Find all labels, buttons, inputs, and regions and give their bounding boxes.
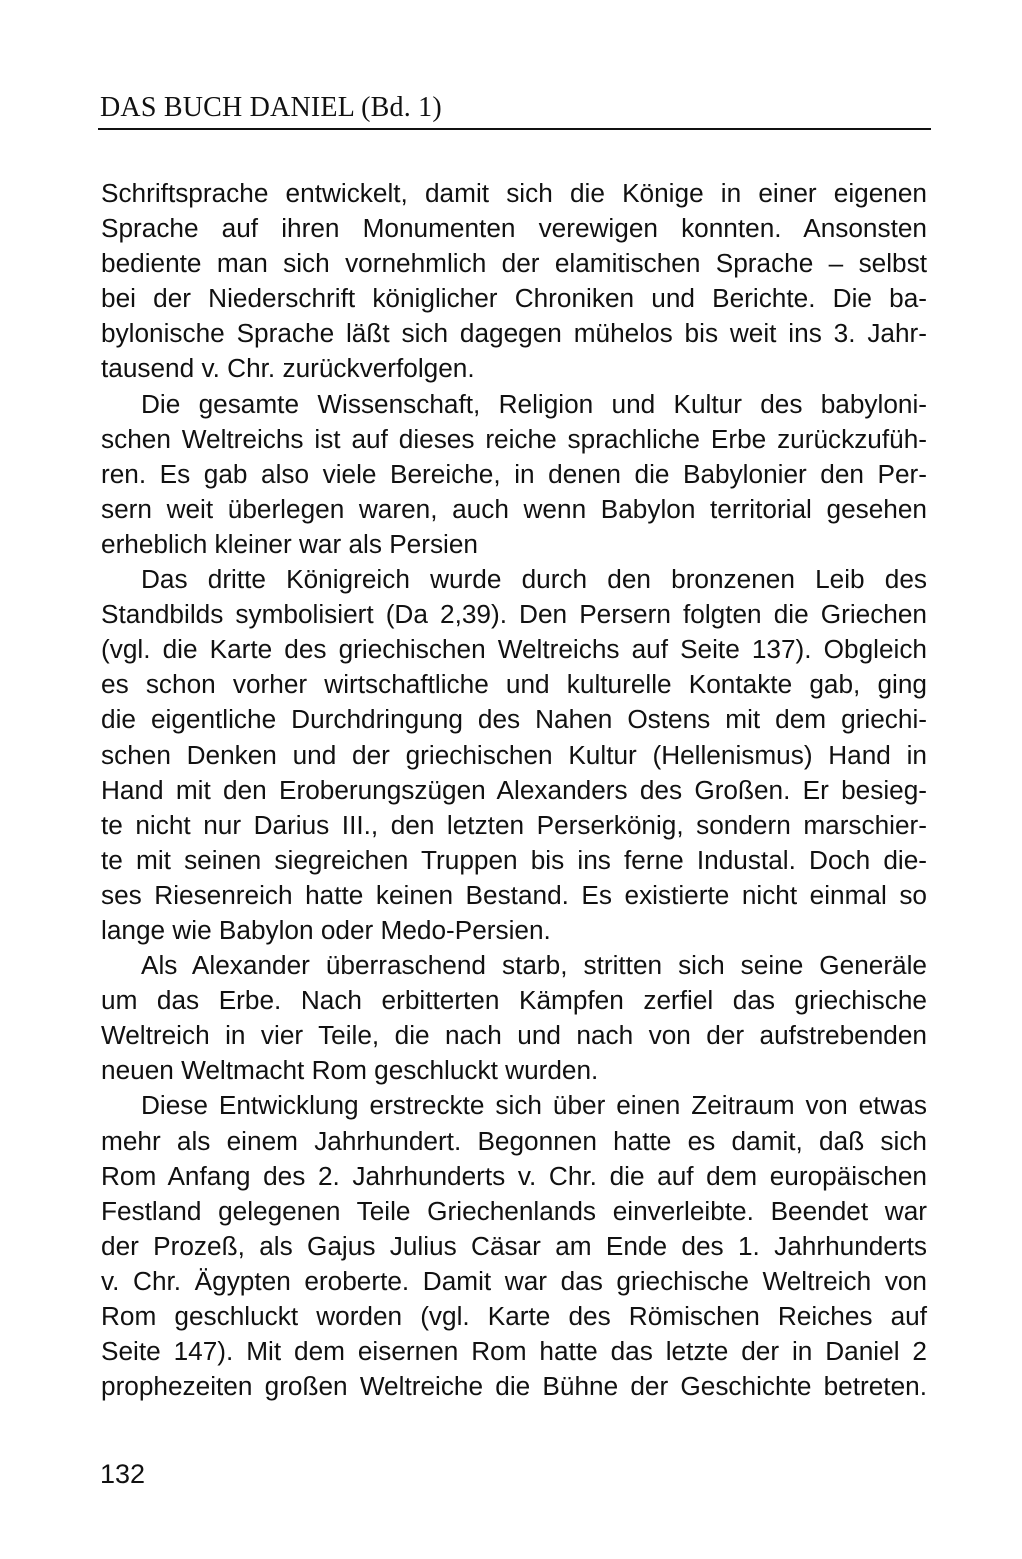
text-line: te nicht nur Darius III., den letzten Perserkönig, sondern marschier- [101,809,927,840]
text-line: Hand mit den Eroberungszügen Alexanders des Großen. Er besieg- [101,774,927,805]
header-rule [98,128,931,130]
text-line: neuen Weltmacht Rom geschluckt wurden. [101,1055,599,1086]
text-line: Weltreich in vier Teile, die nach und nach von der aufstrebenden [101,1020,927,1051]
text-line: ses Riesenreich hatte keinen Bestand. Es existierte nicht einmal so [101,879,927,910]
text-line: es schon vorher wirtschaftliche und kulturelle Kontakte gab, ging [101,669,927,700]
text-line: bediente man sich vornehmlich der elamitischen Sprache – selbst [101,248,927,279]
paragraph-4 [101,948,927,1088]
text-line: Standbilds symbolisiert (Da 2,39). Den Persern folgten die Griechen [101,599,927,630]
text-line: Als Alexander überraschend starb, stritten sich seine Generäle [141,950,927,981]
text-line: lange wie Babylon oder Medo-Persien. [101,914,551,945]
text-line: Das dritte Königreich wurde durch den bronzenen Leib des [141,564,927,595]
text-line: die eigentliche Durchdringung des Nahen Ostens mit dem griechi- [101,704,927,735]
text-line: der Prozeß, als Gajus Julius Cäsar am Ende des 1. Jahrhunderts [101,1230,927,1261]
text-line: schen Weltreichs ist auf dieses reiche sprachliche Erbe zurückzufüh- [101,423,927,454]
text-line: Schriftsprache entwickelt, damit sich die Könige in einer eigenen [101,178,927,208]
text-line: bylonische Sprache läßt sich dagegen mühelos bis weit ins 3. Jahr- [101,318,927,349]
text-line: v. Chr. Ägypten eroberte. Damit war das griechische Weltreich von [101,1265,927,1296]
text-line: Diese Entwicklung erstreckte sich über einen Zeitraum von etwas [141,1090,927,1121]
paragraph-5 [101,1088,927,1404]
text-line: Sprache auf ihren Monumenten verewigen konnten. Ansonsten [101,213,927,244]
text-line: sern weit überlegen waren, auch wenn Babylon territorial gesehen [101,493,927,524]
running-head: DAS BUCH DANIEL (Bd. 1) [100,92,442,123]
text-line: te mit seinen siegreichen Truppen bis ins ferne Industal. Doch die- [101,844,927,875]
text-line: Rom geschluckt worden (vgl. Karte des Römischen Reiches auf [101,1301,927,1331]
text-line: Seite 147). Mit dem eisernen Rom hatte das letzte der in Daniel 2 [101,1336,927,1367]
text-line: (vgl. die Karte des griechischen Weltreichs auf Seite 137). Obgleich [101,634,927,665]
text-line: erheblich kleiner war als Persien [101,528,478,559]
text-line: Die gesamte Wissenschaft, Religion und Kultur des babyloni- [141,388,927,419]
paragraph-2 [101,387,927,562]
text-line: Rom Anfang des 2. Jahrhunderts v. Chr. die auf dem europäischen [101,1160,927,1191]
text-line: Festland gelegenen Teile Griechenlands einverleibte. Beendet war [101,1195,927,1226]
page-number: 132 [100,1459,146,1489]
paragraph-3 [101,562,927,948]
paragraph-1 [101,176,927,387]
text-line: schen Denken und der griechischen Kultur (Hellenismus) Hand in [101,739,927,770]
text-line: prophezeiten großen Weltreiche die Bühne der Geschichte betreten. [101,1371,927,1402]
body-text [101,176,927,1404]
text-line: bei der Niederschrift königlicher Chroniken und Berichte. Die ba- [101,283,927,314]
text-line: ren. Es gab also viele Bereiche, in denen die Babylonier den Per- [101,458,927,489]
text-line: tausend v. Chr. zurückverfolgen. [101,353,475,384]
text-line: um das Erbe. Nach erbitterten Kämpfen zerfiel das griechische [101,985,927,1016]
text-line: mehr als einem Jahrhundert. Begonnen hatte es damit, daß sich [101,1125,927,1156]
